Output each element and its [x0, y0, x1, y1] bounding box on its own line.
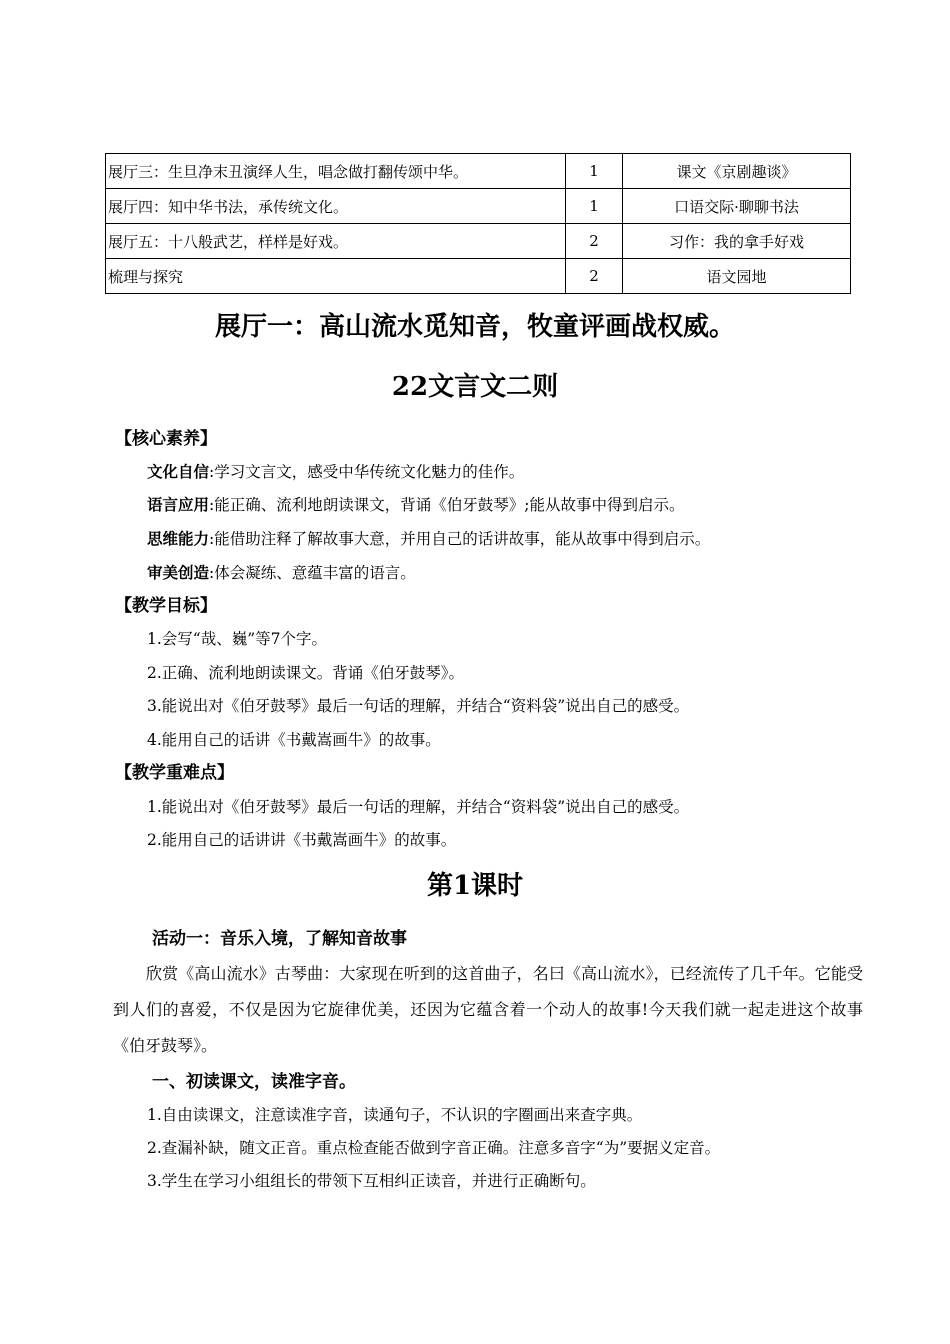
core-item-label: 语言应用	[147, 495, 210, 514]
goal-item: 1.会写“哉、巍”等7个字。	[147, 630, 327, 648]
core-item	[147, 461, 524, 483]
core-item-text: :能借助注释了解故事大意，并用自己的话讲故事，能从故事中得到启示。	[209, 530, 711, 548]
row-title: 展厅五：十八般武艺，样样是好戏。	[106, 224, 566, 259]
activity-paragraph: 欣赏《高山流水》古琴曲：大家现在听到的这首曲子，名曰《高山流水》，已经流传了几千年。它能受到人们的喜爱，不仅是因为它旋律优美，还因为它蕴含着一个动人的故事!今天我们就一起走进这个故事《伯牙鼓琴》。	[113, 964, 863, 1055]
row-hours: 1	[566, 189, 623, 224]
lesson-title: 22文言文二则	[391, 372, 559, 402]
core-item	[147, 494, 684, 516]
activity-title: 活动一：音乐入境，了解知音故事	[152, 929, 407, 949]
key-points-heading: 【教学重难点】	[115, 763, 234, 783]
core-item-label: 文化自信	[147, 462, 210, 481]
row-hours: 1	[566, 154, 623, 189]
core-item-label: 审美创造	[147, 563, 210, 582]
goal-item: 3.能说出对《伯牙鼓琴》最后一句话的理解，并结合“资料袋”说出自己的感受。	[147, 697, 690, 715]
goal-item: 4.能用自己的话讲《书戴嵩画牛》的故事。	[147, 731, 441, 749]
step-title: 一、初读课文，读准字音。	[152, 1072, 356, 1092]
goals-heading: 【教学目标】	[115, 596, 217, 616]
row-hours: 2	[566, 224, 623, 259]
row-content: 习作：我的拿手好戏	[623, 224, 851, 259]
hall-title: 展厅一：高山流水觅知音，牧童评画战权威。	[214, 312, 735, 342]
core-heading: 【核心素养】	[115, 429, 217, 449]
goal-item: 2.正确、流利地朗读课文。背诵《伯牙鼓琴》。	[147, 664, 465, 682]
core-item-label: 思维能力	[147, 529, 210, 548]
row-hours: 2	[566, 259, 623, 294]
row-content: 口语交际·聊聊书法	[623, 189, 851, 224]
row-title: 展厅三：生旦净末丑演绎人生，唱念做打翻传颂中华。	[106, 154, 566, 189]
core-item-text: :学习文言文，感受中华传统文化魅力的佳作。	[209, 463, 525, 481]
row-title: 展厅四：知中华书法，承传统文化。	[106, 189, 566, 224]
step-item: 1.自由读课文，注意读准字音，读通句子，不认识的字圈画出来查字典。	[147, 1106, 643, 1124]
core-item-text: :体会凝练、意蕴丰富的语言。	[209, 564, 416, 582]
step-item: 3.学生在学习小组组长的带领下互相纠正读音，并进行正确断句。	[147, 1172, 596, 1190]
table-row	[106, 224, 851, 259]
core-item	[147, 528, 710, 550]
table-row	[106, 189, 851, 224]
key-point-item: 1.能说出对《伯牙鼓琴》最后一句话的理解，并结合“资料袋”说出自己的感受。	[147, 798, 690, 816]
period-title: 第1课时	[426, 871, 524, 901]
core-item-text: :能正确、流利地朗读课文，背诵《伯牙鼓琴》;能从故事中得到启示。	[209, 496, 685, 514]
step-item: 2.查漏补缺，随文正音。重点检查能否做到字音正确。注意多音字“为”要据义定音。	[147, 1139, 721, 1157]
key-point-item: 2.能用自己的话讲讲《书戴嵩画牛》的故事。	[147, 831, 457, 849]
row-title: 梳理与探究	[106, 259, 566, 294]
core-item	[147, 562, 416, 584]
schedule-table	[105, 153, 851, 294]
row-content: 语文园地	[623, 259, 851, 294]
row-content: 课文《京剧趣谈》	[623, 154, 851, 189]
table-row	[106, 154, 851, 189]
table-row	[106, 259, 851, 294]
